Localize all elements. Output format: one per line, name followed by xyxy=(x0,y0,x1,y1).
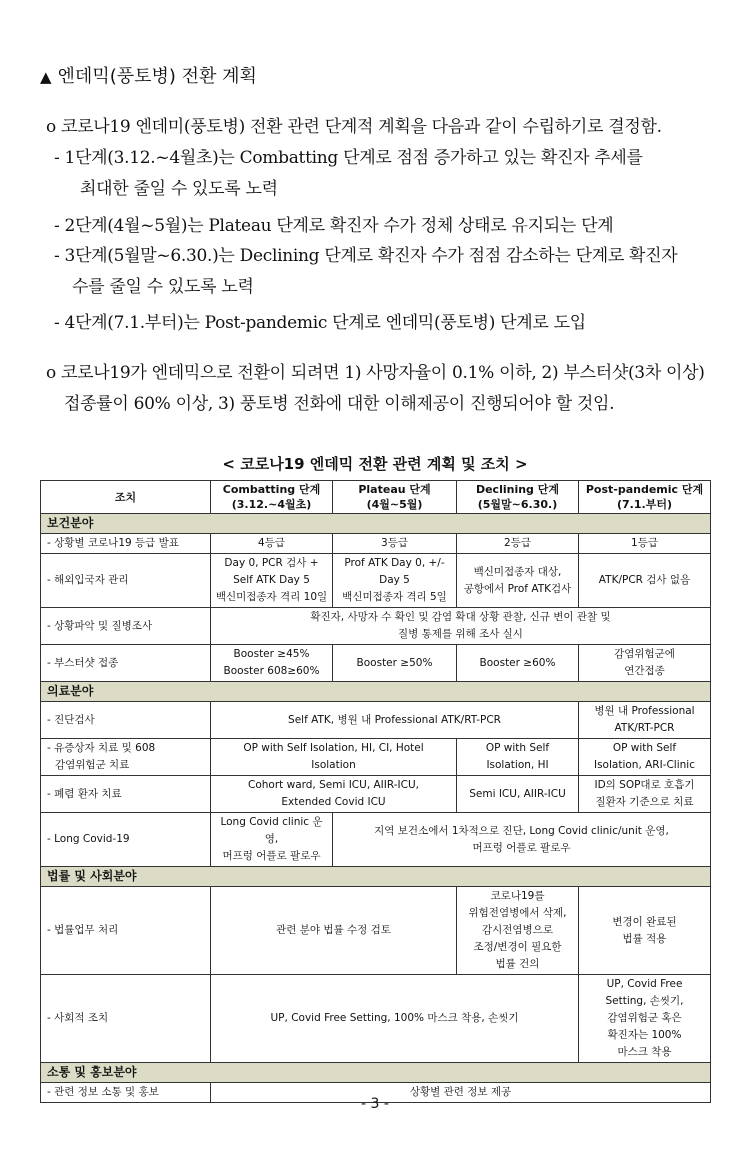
page-number: - 3 - xyxy=(361,1096,389,1112)
triangle-marker-icon: ▲ xyxy=(40,68,52,86)
header-post-pandemic: Post-pandemic 단계 (7.1.부터) xyxy=(579,481,711,514)
section-heading xyxy=(40,62,257,88)
table-row: - 사회적 조치 UP, Covid Free Setting, 100% 마스크 착용, 손씻기 UP, Covid Free Setting, 손씻기, 감염위험군 혹은 확진자는 100% 마스크 착용 xyxy=(41,975,711,1063)
section-row-comm: 소통 및 홍보분야 xyxy=(41,1063,711,1083)
table-row: - 법률업무 처리 관련 분야 법률 수정 검토 코로나19를 위험전염병에서 삭제, 감시전염병으로 조정/변경이 필요한 법률 건의 변경이 완료된 법률 적용 xyxy=(41,887,711,975)
table-row: - 진단검사 Self ATK, 병원 내 Professional ATK/RT-PCR 병원 내 Professional ATK/RT-PCR xyxy=(41,702,711,739)
bullet-1: - 1단계(3.12.~4월초)는 Combatting 단계로 점점 증가하고 있는 확진자 추세를 최대한 줄일 수 있도록 노력 xyxy=(54,148,643,199)
endemic-plan-table xyxy=(40,480,711,1103)
table-row: - 상황별 코로나19 등급 발표 4등급 3등급 2등급 1등급 xyxy=(41,534,711,554)
table-row: - Long Covid-19 Long Covid clinic 운영, 머프렁 어플로 팔로우 지역 보건소에서 1차적으로 진단, Long Covid clinic/unit 운영, 머프렁 어플로 팔로우 xyxy=(41,813,711,867)
bullet-2: - 2단계(4월~5월)는 Plateau 단계로 확진자 수가 정체 상태로 유지되는 단계 xyxy=(54,216,614,236)
table-row: - 해외입국자 관리 Day 0, PCR 검사 + Self ATK Day 5 백신미접종자 격리 10일 Prof ATK Day 0, +/- Day 5 백신미접종자 격리 5일 백신미접종자 대상, 공항에서 Prof ATK검사 ATK/PCR 검사 없음 xyxy=(41,554,711,608)
heading-text: 엔데믹(풍토병) 전환 계획 xyxy=(57,66,257,87)
table-title: < 코로나19 엔데믹 전환 관련 계획 및 조치 > xyxy=(222,455,528,473)
bullet-3: - 3단계(5월말~6.30.)는 Declining 단계로 확진자 수가 점점 감소하는 단계로 확진자 수를 줄일 수 있도록 노력 xyxy=(54,246,678,297)
section-row-medical: 의료분야 xyxy=(41,682,711,702)
table-row: - 유증상자 치료 및 608 감염위험군 치료 OP with Self Isolation, HI, CI, Hotel Isolation OP with Self Isolation, HI OP with Self Isolation, ARI-Clinic xyxy=(41,739,711,776)
section-row-law: 법률 및 사회분야 xyxy=(41,867,711,887)
table-row: - 관련 정보 소통 및 홍보 상황별 관련 정보 제공 xyxy=(41,1083,711,1103)
header-plateau: Plateau 단계 (4월~5월) xyxy=(333,481,457,514)
condition-paragraph: o 코로나19가 엔데믹으로 전환이 되려면 1) 사망자율이 0.1% 이하, 2) 부스터샷(3차 이상) 접종률이 60% 이상, 3) 풍토병 전화에 대한 이해제공이 진행되어야 할 것임. xyxy=(46,363,705,414)
intro-paragraph: o 코로나19 엔데미(풍토병) 전환 관련 단계적 계획을 다음과 같이 수립하기로 결정함. xyxy=(46,117,662,137)
table-row: - 부스터샷 접종 Booster ≥45% Booster 608≥60% Booster ≥50% Booster ≥60% 감염위험군에 연간접종 xyxy=(41,645,711,682)
header-action: 조치 xyxy=(41,481,211,514)
header-combatting: Combatting 단계 (3.12.~4월초) xyxy=(211,481,333,514)
header-declining: Declining 단계 (5월말~6.30.) xyxy=(457,481,579,514)
table-row: - 상황파악 및 질병조사 확진자, 사망자 수 확인 및 감염 확대 상황 관찰, 신규 변이 관찰 및 질병 통제를 위해 조사 실시 xyxy=(41,608,711,645)
bullet-4: - 4단계(7.1.부터)는 Post-pandemic 단계로 엔데믹(풍토병) 단계로 도입 xyxy=(54,313,586,333)
section-row-health: 보건분야 xyxy=(41,514,711,534)
table-header-row xyxy=(41,481,711,514)
table-row: - 폐렴 환자 치료 Cohort ward, Semi ICU, AIIR-ICU, Extended Covid ICU Semi ICU, AIIR-ICU ID의 SOP대로 호흡기 질환자 기준으로 치료 xyxy=(41,776,711,813)
